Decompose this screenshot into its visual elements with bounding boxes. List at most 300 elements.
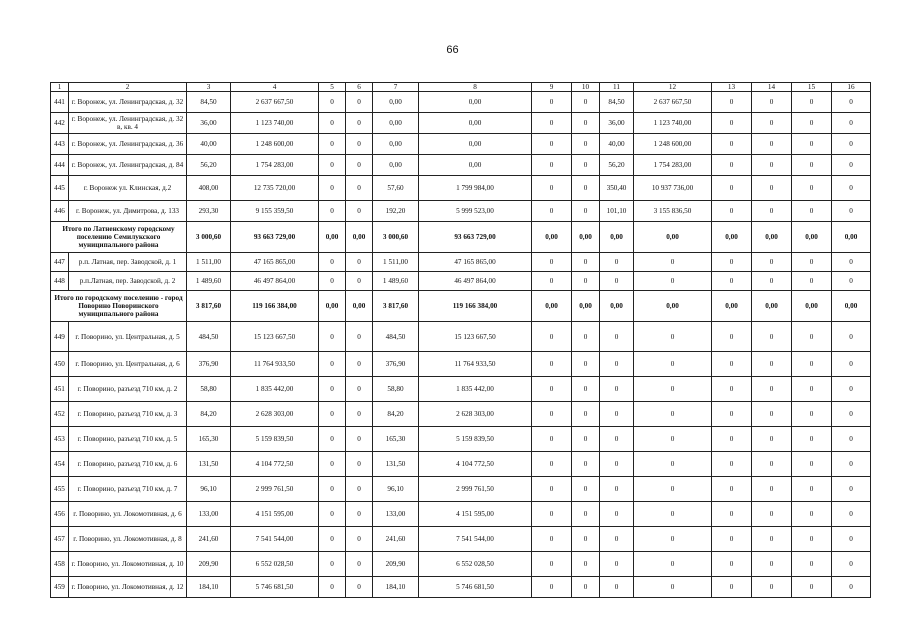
value-cell: 0	[634, 377, 712, 402]
value-cell: 0,00	[346, 222, 373, 253]
value-cell: 209,90	[373, 552, 419, 577]
address-cell: г. Воронеж, ул. Ленинградская, д. 32	[69, 92, 187, 113]
address-cell: г. Воронеж, ул. Димитрова, д. 133	[69, 201, 187, 222]
value-cell: 0	[752, 253, 792, 272]
value-cell: 0	[832, 477, 871, 502]
column-number: 4	[231, 83, 319, 92]
value-cell: 4 104 772,50	[231, 452, 319, 477]
value-cell: 0	[792, 452, 832, 477]
value-cell: 0	[634, 352, 712, 377]
value-cell: 0	[712, 92, 752, 113]
value-cell: 0	[319, 134, 346, 155]
row-number-cell: 450	[51, 352, 69, 377]
value-cell: 0	[346, 155, 373, 176]
value-cell: 2 999 761,50	[419, 477, 532, 502]
value-cell: 0,00	[346, 291, 373, 322]
value-cell: 0	[532, 577, 572, 598]
value-cell: 0	[634, 552, 712, 577]
value-cell: 133,00	[373, 502, 419, 527]
value-cell: 4 151 595,00	[231, 502, 319, 527]
value-cell: 0,00	[600, 222, 634, 253]
row-number-cell: 445	[51, 176, 69, 201]
value-cell: 0,00	[712, 291, 752, 322]
address-cell: г. Воронеж, ул. Ленинградская, д. 84	[69, 155, 187, 176]
value-cell: 0	[832, 113, 871, 134]
value-cell: 0	[832, 92, 871, 113]
value-cell: 0	[752, 427, 792, 452]
address-cell: г. Поворино, разъезд 710 км, д. 5	[69, 427, 187, 452]
value-cell: 5 159 839,50	[231, 427, 319, 452]
value-cell: 6 552 028,50	[231, 552, 319, 577]
value-cell: 0	[319, 155, 346, 176]
value-cell: 131,50	[373, 452, 419, 477]
value-cell: 0	[319, 552, 346, 577]
row-number-cell: 454	[51, 452, 69, 477]
value-cell: 0	[572, 577, 600, 598]
value-cell: 0,00	[373, 134, 419, 155]
value-cell: 133,00	[187, 502, 231, 527]
value-cell: 484,50	[187, 322, 231, 352]
value-cell: 0,00	[373, 113, 419, 134]
value-cell: 0	[346, 527, 373, 552]
value-cell: 119 166 384,00	[231, 291, 319, 322]
value-cell: 0	[752, 134, 792, 155]
row-number-cell: 444	[51, 155, 69, 176]
value-cell: 0	[572, 272, 600, 291]
value-cell: 93 663 729,00	[231, 222, 319, 253]
value-cell: 0	[600, 577, 634, 598]
value-cell: 0	[600, 477, 634, 502]
value-cell: 0	[532, 272, 572, 291]
value-cell: 0	[572, 155, 600, 176]
value-cell: 0	[600, 352, 634, 377]
value-cell: 0	[346, 92, 373, 113]
value-cell: 0	[319, 477, 346, 502]
value-cell: 0,00	[712, 222, 752, 253]
row-number-cell: 457	[51, 527, 69, 552]
value-cell: 0	[792, 577, 832, 598]
table-row	[51, 113, 871, 134]
value-cell: 0,00	[419, 113, 532, 134]
value-cell: 0	[712, 477, 752, 502]
value-cell: 131,50	[187, 452, 231, 477]
value-cell: 47 165 865,00	[419, 253, 532, 272]
value-cell: 0	[346, 402, 373, 427]
value-cell: 0	[572, 452, 600, 477]
value-cell: 0	[346, 427, 373, 452]
value-cell: 1 489,60	[373, 272, 419, 291]
value-cell: 40,00	[187, 134, 231, 155]
value-cell: 3 000,60	[187, 222, 231, 253]
value-cell: 0,00	[419, 134, 532, 155]
value-cell: 0	[832, 452, 871, 477]
value-cell: 0	[752, 92, 792, 113]
value-cell: 1 754 283,00	[231, 155, 319, 176]
address-cell: г. Воронеж ул. Клинская, д.2	[69, 176, 187, 201]
value-cell: 0	[712, 552, 752, 577]
value-cell: 58,80	[373, 377, 419, 402]
value-cell: 0	[572, 176, 600, 201]
value-cell: 56,20	[187, 155, 231, 176]
value-cell: 0	[572, 502, 600, 527]
table-row	[51, 92, 871, 113]
value-cell: 0	[600, 377, 634, 402]
table-row	[51, 427, 871, 452]
value-cell: 0	[346, 134, 373, 155]
value-cell: 0	[346, 272, 373, 291]
value-cell: 1 754 283,00	[634, 155, 712, 176]
value-cell: 0	[319, 201, 346, 222]
value-cell: 4 151 595,00	[419, 502, 532, 527]
value-cell: 0	[832, 176, 871, 201]
column-number: 13	[712, 83, 752, 92]
row-number-cell: 442	[51, 113, 69, 134]
value-cell: 0	[832, 402, 871, 427]
value-cell: 0,00	[752, 222, 792, 253]
value-cell: 0	[532, 427, 572, 452]
value-cell: 12 735 720,00	[231, 176, 319, 201]
value-cell: 0	[572, 322, 600, 352]
column-number: 3	[187, 83, 231, 92]
value-cell: 376,90	[373, 352, 419, 377]
value-cell: 0	[832, 155, 871, 176]
subtotal-label: Итого по городскому поселению - город Поворино Поворинского муниципального района	[51, 291, 187, 322]
row-number-cell: 451	[51, 377, 69, 402]
address-cell: г. Поворино, разъезд 710 км, д. 7	[69, 477, 187, 502]
value-cell: 184,10	[373, 577, 419, 598]
value-cell: 0	[792, 477, 832, 502]
column-number: 10	[572, 83, 600, 92]
value-cell: 165,30	[373, 427, 419, 452]
value-cell: 0	[752, 322, 792, 352]
value-cell: 2 999 761,50	[231, 477, 319, 502]
value-cell: 0	[319, 176, 346, 201]
value-cell: 15 123 667,50	[419, 322, 532, 352]
value-cell: 1 123 740,00	[231, 113, 319, 134]
value-cell: 84,50	[187, 92, 231, 113]
address-cell: г. Поворино, ул. Локомотивная, д. 8	[69, 527, 187, 552]
value-cell: 0	[532, 502, 572, 527]
value-cell: 0	[752, 477, 792, 502]
value-cell: 209,90	[187, 552, 231, 577]
value-cell: 0	[792, 253, 832, 272]
value-cell: 0	[712, 134, 752, 155]
row-number-cell: 449	[51, 322, 69, 352]
value-cell: 2 637 667,50	[231, 92, 319, 113]
value-cell: 0	[346, 577, 373, 598]
value-cell: 2 637 667,50	[634, 92, 712, 113]
row-number-cell: 458	[51, 552, 69, 577]
address-cell: р.п. Латная, пер. Заводской, д. 1	[69, 253, 187, 272]
address-cell: г. Воронеж, ул. Ленинградская, д. 36	[69, 134, 187, 155]
table-row	[51, 377, 871, 402]
value-cell: 36,00	[187, 113, 231, 134]
column-number: 9	[532, 83, 572, 92]
value-cell: 46 497 864,00	[231, 272, 319, 291]
subtotal-label: Итого по Латненскому городскому поселению Семилукского муниципального района	[51, 222, 187, 253]
value-cell: 192,20	[373, 201, 419, 222]
value-cell: 0	[572, 427, 600, 452]
value-cell: 0	[792, 92, 832, 113]
value-cell: 0	[832, 577, 871, 598]
value-cell: 0	[572, 253, 600, 272]
value-cell: 0	[532, 352, 572, 377]
value-cell: 5 999 523,00	[419, 201, 532, 222]
value-cell: 84,20	[187, 402, 231, 427]
value-cell: 0	[319, 113, 346, 134]
row-number-cell: 453	[51, 427, 69, 452]
value-cell: 93 663 729,00	[419, 222, 532, 253]
column-number: 16	[832, 83, 871, 92]
value-cell: 0	[346, 176, 373, 201]
value-cell: 0	[712, 402, 752, 427]
value-cell: 0	[712, 155, 752, 176]
value-cell: 0	[532, 155, 572, 176]
value-cell: 0	[572, 477, 600, 502]
value-cell: 1 489,60	[187, 272, 231, 291]
value-cell: 0	[634, 322, 712, 352]
address-cell: г. Поворино, разъезд 710 км, д. 6	[69, 452, 187, 477]
value-cell: 0	[532, 452, 572, 477]
value-cell: 11 764 933,50	[231, 352, 319, 377]
row-number-cell: 448	[51, 272, 69, 291]
table-row	[51, 477, 871, 502]
value-cell: 0	[792, 155, 832, 176]
value-cell: 0	[792, 201, 832, 222]
value-cell: 0,00	[319, 291, 346, 322]
value-cell: 0	[634, 402, 712, 427]
value-cell: 0	[752, 452, 792, 477]
value-cell: 2 628 303,00	[231, 402, 319, 427]
table-row	[51, 402, 871, 427]
value-cell: 0	[752, 113, 792, 134]
column-number: 8	[419, 83, 532, 92]
value-cell: 0	[792, 176, 832, 201]
row-number-cell: 443	[51, 134, 69, 155]
value-cell: 0	[712, 201, 752, 222]
value-cell: 3 817,60	[373, 291, 419, 322]
value-cell: 0	[752, 552, 792, 577]
table-row	[51, 134, 871, 155]
row-number-cell: 441	[51, 92, 69, 113]
value-cell: 484,50	[373, 322, 419, 352]
value-cell: 0	[712, 427, 752, 452]
page-number: 66	[446, 44, 459, 56]
table-row	[51, 352, 871, 377]
value-cell: 36,00	[600, 113, 634, 134]
value-cell: 0	[319, 253, 346, 272]
value-cell: 0	[600, 502, 634, 527]
value-cell: 0	[346, 477, 373, 502]
table-row	[51, 502, 871, 527]
value-cell: 0	[600, 452, 634, 477]
value-cell: 7 541 544,00	[231, 527, 319, 552]
table-row	[51, 452, 871, 477]
value-cell: 0	[319, 577, 346, 598]
value-cell: 0	[634, 253, 712, 272]
table-row	[51, 527, 871, 552]
value-cell: 0,00	[792, 291, 832, 322]
value-cell: 0	[532, 253, 572, 272]
value-cell: 0	[792, 352, 832, 377]
column-number: 7	[373, 83, 419, 92]
value-cell: 0,00	[373, 155, 419, 176]
value-cell: 0	[319, 322, 346, 352]
value-cell: 3 000,60	[373, 222, 419, 253]
value-cell: 0	[634, 502, 712, 527]
value-cell: 0	[319, 402, 346, 427]
value-cell: 0	[712, 527, 752, 552]
value-cell: 0,00	[832, 222, 871, 253]
value-cell: 0	[346, 552, 373, 577]
column-number: 2	[69, 83, 187, 92]
value-cell: 0	[832, 352, 871, 377]
value-cell: 0	[712, 176, 752, 201]
data-table	[50, 82, 871, 598]
value-cell: 0	[572, 377, 600, 402]
value-cell: 0	[532, 322, 572, 352]
value-cell: 84,20	[373, 402, 419, 427]
value-cell: 0,00	[532, 222, 572, 253]
value-cell: 0	[752, 272, 792, 291]
value-cell: 0	[712, 377, 752, 402]
table-row	[51, 552, 871, 577]
value-cell: 5 746 681,50	[231, 577, 319, 598]
value-cell: 0	[346, 201, 373, 222]
value-cell: 293,30	[187, 201, 231, 222]
value-cell: 0	[752, 352, 792, 377]
value-cell: 0	[532, 176, 572, 201]
value-cell: 0	[832, 527, 871, 552]
value-cell: 0	[634, 577, 712, 598]
value-cell: 0	[792, 402, 832, 427]
value-cell: 0	[832, 134, 871, 155]
value-cell: 1 248 600,00	[634, 134, 712, 155]
value-cell: 119 166 384,00	[419, 291, 532, 322]
subtotal-row	[51, 222, 871, 253]
value-cell: 0	[712, 502, 752, 527]
value-cell: 0	[572, 201, 600, 222]
value-cell: 0,00	[419, 92, 532, 113]
value-cell: 0	[532, 527, 572, 552]
column-number-row	[51, 83, 871, 92]
value-cell: 0	[752, 377, 792, 402]
value-cell: 0	[634, 477, 712, 502]
value-cell: 0	[634, 452, 712, 477]
value-cell: 4 104 772,50	[419, 452, 532, 477]
value-cell: 0,00	[319, 222, 346, 253]
value-cell: 0	[752, 155, 792, 176]
value-cell: 40,00	[600, 134, 634, 155]
value-cell: 0	[532, 201, 572, 222]
value-cell: 0	[792, 377, 832, 402]
table-row	[51, 322, 871, 352]
value-cell: 0	[634, 427, 712, 452]
value-cell: 376,90	[187, 352, 231, 377]
value-cell: 0	[792, 552, 832, 577]
value-cell: 96,10	[373, 477, 419, 502]
value-cell: 0,00	[419, 155, 532, 176]
value-cell: 165,30	[187, 427, 231, 452]
value-cell: 0	[319, 502, 346, 527]
value-cell: 0	[634, 527, 712, 552]
value-cell: 0	[319, 452, 346, 477]
table-row	[51, 577, 871, 598]
value-cell: 0	[712, 113, 752, 134]
value-cell: 0	[712, 452, 752, 477]
column-number: 1	[51, 83, 69, 92]
table-row	[51, 272, 871, 291]
value-cell: 0	[572, 134, 600, 155]
value-cell: 0	[319, 377, 346, 402]
value-cell: 0	[752, 201, 792, 222]
value-cell: 0	[600, 402, 634, 427]
row-number-cell: 447	[51, 253, 69, 272]
value-cell: 0	[319, 92, 346, 113]
value-cell: 0	[532, 134, 572, 155]
value-cell: 47 165 865,00	[231, 253, 319, 272]
value-cell: 241,60	[373, 527, 419, 552]
table-row	[51, 155, 871, 176]
value-cell: 0	[792, 322, 832, 352]
value-cell: 0,00	[792, 222, 832, 253]
row-number-cell: 459	[51, 577, 69, 598]
value-cell: 0	[532, 377, 572, 402]
value-cell: 0	[792, 113, 832, 134]
value-cell: 0	[572, 92, 600, 113]
column-number: 15	[792, 83, 832, 92]
value-cell: 0,00	[634, 291, 712, 322]
value-cell: 0	[600, 253, 634, 272]
column-number: 14	[752, 83, 792, 92]
subtotal-row	[51, 291, 871, 322]
value-cell: 6 552 028,50	[419, 552, 532, 577]
value-cell: 0	[346, 352, 373, 377]
value-cell: 5 746 681,50	[419, 577, 532, 598]
address-cell: г. Поворино, ул. Локомотивная, д. 6	[69, 502, 187, 527]
value-cell: 9 155 359,50	[231, 201, 319, 222]
value-cell: 3 155 836,50	[634, 201, 712, 222]
address-cell: г. Поворино, ул. Локомотивная, д. 10	[69, 552, 187, 577]
value-cell: 7 541 544,00	[419, 527, 532, 552]
value-cell: 5 159 839,50	[419, 427, 532, 452]
value-cell: 11 764 933,50	[419, 352, 532, 377]
value-cell: 0,00	[634, 222, 712, 253]
value-cell: 1 799 984,00	[419, 176, 532, 201]
address-cell: г. Поворино, разъезд 710 км, д. 3	[69, 402, 187, 427]
column-number: 5	[319, 83, 346, 92]
value-cell: 2 628 303,00	[419, 402, 532, 427]
value-cell: 0	[792, 134, 832, 155]
value-cell: 84,50	[600, 92, 634, 113]
column-number: 11	[600, 83, 634, 92]
value-cell: 0	[792, 272, 832, 291]
value-cell: 0	[319, 272, 346, 291]
value-cell: 0,00	[532, 291, 572, 322]
table-row	[51, 176, 871, 201]
value-cell: 0	[634, 272, 712, 291]
value-cell: 0	[600, 272, 634, 291]
value-cell: 0	[832, 253, 871, 272]
row-number-cell: 452	[51, 402, 69, 427]
value-cell: 0	[346, 377, 373, 402]
value-cell: 1 511,00	[187, 253, 231, 272]
value-cell: 0	[712, 577, 752, 598]
value-cell: 101,10	[600, 201, 634, 222]
value-cell: 0	[572, 527, 600, 552]
value-cell: 56,20	[600, 155, 634, 176]
value-cell: 0	[752, 402, 792, 427]
